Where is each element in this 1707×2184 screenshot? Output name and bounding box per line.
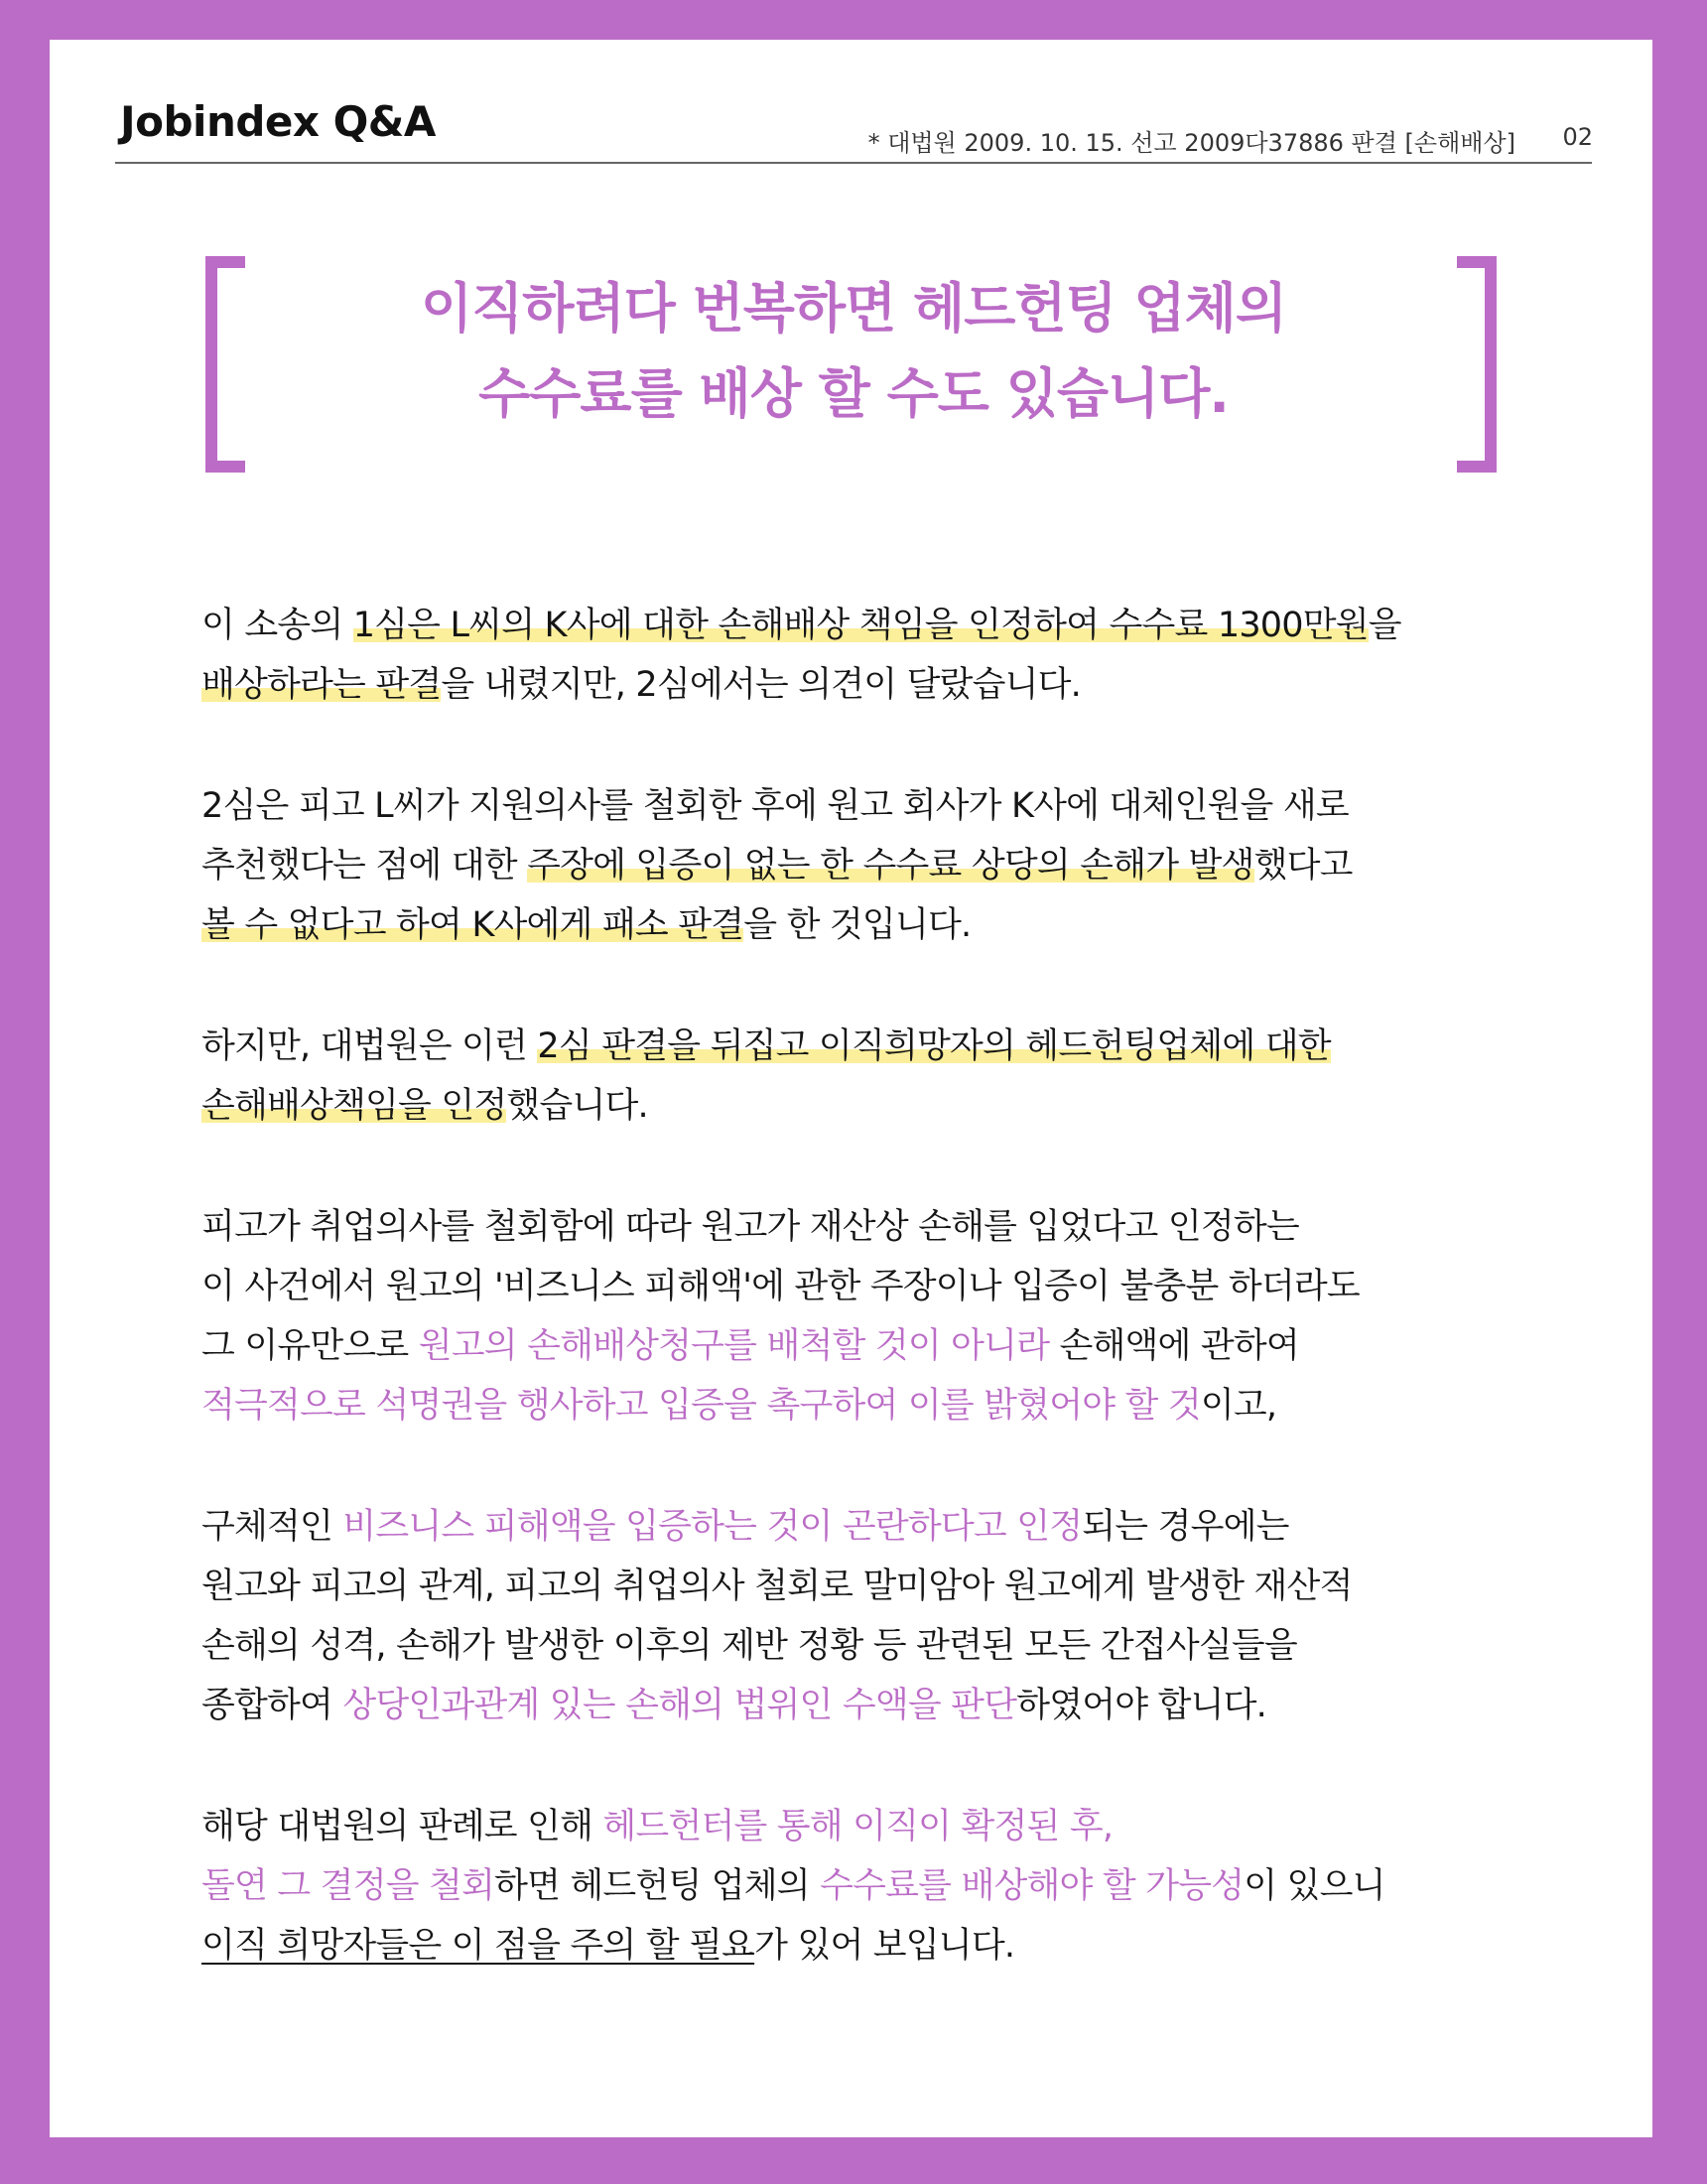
underlined-text: 이직 희망자들은 이 점을 주의 할 필요 [201,1926,755,1966]
accent-text: 수수료를 배상해야 할 가능성 [820,1866,1245,1906]
text-run: 해당 대법원의 판례로 인해 [201,1807,603,1846]
case-citation: * 대법원 2009. 10. 15. 선고 2009다37886 판결 [손해배상] [867,129,1515,157]
highlighted-text: 손해배상책임을 인정 [201,1086,507,1126]
right-bracket-decoration [1457,256,1497,473]
highlighted-text: 배상하라는 판결 [201,665,442,705]
accent-text: 원고의 손해배상청구를 배척할 것이 아니라 [418,1326,1050,1366]
text-run: 손해액에 관하여 [1049,1326,1299,1366]
text-line: 2심은 피고 L씨가 지원의사를 철회한 후에 원고 회사가 K사에 대체인원을 새로 [201,786,1349,826]
text-run: 을 내렸지만, 2심에서는 의견이 달랐습니다. [441,665,1081,705]
header-divider [115,162,1592,164]
headline-line-2: 수수료를 배상 할 수도 있습니다. [478,362,1229,425]
accent-text: 돌연 그 결정을 철회 [201,1866,495,1906]
text-run: 하면 헤드헌팅 업체의 [494,1866,821,1906]
text-line: 손해의 성격, 손해가 발생한 이후의 제반 정황 등 관련된 모든 간접사실들을 [201,1626,1297,1666]
headline-line-1: 이직하려다 번복하면 헤드헌팅 업체의 [420,277,1287,340]
text-run: 되는 경우에는 [1082,1507,1289,1547]
highlighted-text: 2심 판결을 뒤집고 이직희망자의 헤드헌팅업체에 대한 [537,1026,1331,1066]
text-run: 을 한 것입니다. [743,905,972,945]
text-run: 가 있어 보입니다. [754,1926,1015,1966]
page-number: 02 [1562,123,1593,151]
paragraph-second-instance [201,776,1551,955]
text-run: 이 소송의 [201,606,353,645]
text-run: 이고, [1200,1386,1277,1426]
text-run: 했습니다. [506,1086,648,1126]
highlighted-text: 주장에 입증이 없는 한 수수료 상당의 손해가 발생 [527,846,1254,886]
accent-text: 상당인과관계 있는 손해의 법위인 수액을 판단 [342,1686,1017,1725]
text-run: 하지만, 대법원은 이런 [201,1026,538,1066]
text-run: 했다고 [1253,846,1353,886]
highlighted-text: 볼 수 없다고 하여 K사에게 패소 판결 [201,905,744,945]
paragraph-reasoning [201,1197,1551,1435]
left-bracket-decoration [205,256,245,473]
text-run: 을 [1368,606,1401,645]
paragraph-supreme-court [201,1017,1551,1136]
text-line: 피고가 취업의사를 철회함에 따라 원고가 재산상 손해를 입었다고 인정하는 [201,1207,1299,1247]
paragraph-damages [201,1497,1551,1735]
text-line: 원고와 피고의 관계, 피고의 취업의사 철회로 말미암아 원고에게 발생한 재산적 [201,1567,1353,1606]
article-body [201,596,1551,2037]
text-run: 이 있으니 [1244,1866,1385,1906]
document-page [50,40,1652,2137]
text-run: 그 이유만으로 [201,1326,419,1366]
text-run: 종합하여 [201,1686,343,1725]
highlighted-text: 1심은 L씨의 K사에 대한 손해배상 책임을 인정하여 수수료 1300만원 [352,606,1369,645]
text-run: 하였어야 합니다. [1016,1686,1266,1725]
text-line: 이 사건에서 원고의 '비즈니스 피해액'에 관한 주장이나 입증이 불충분 하더라도 [201,1267,1360,1306]
paragraph-conclusion [201,1797,1551,1976]
paragraph-first-instance [201,596,1551,715]
brand-title: Jobindex Q&A [120,97,436,146]
accent-text: 헤드헌터를 통해 이직이 확정된 후, [602,1807,1114,1846]
accent-text: 적극적으로 석명권을 행사하고 입증을 촉구하여 이를 밝혔어야 할 것 [201,1386,1201,1426]
text-run: 구체적인 [201,1507,343,1547]
text-run: 추천했다는 점에 대한 [201,846,528,886]
headline [258,266,1449,437]
accent-text: 비즈니스 피해액을 입증하는 것이 곤란하다고 인정 [342,1507,1083,1547]
